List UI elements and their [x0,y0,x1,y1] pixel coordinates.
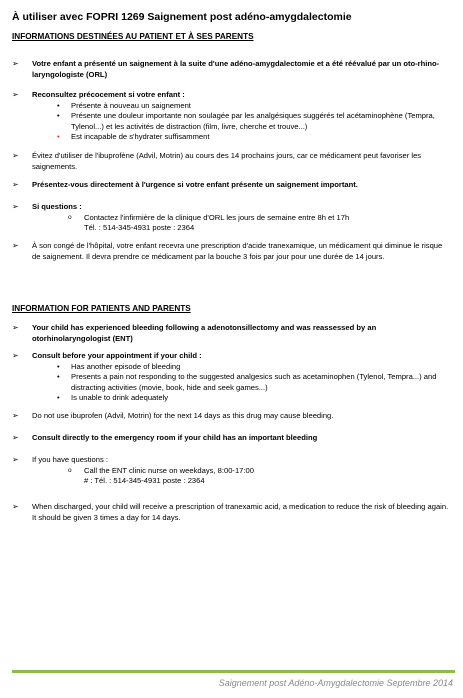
arrow-bullet-icon: ➢ [12,323,19,332]
fr-symptom-list [12,101,450,143]
fr-item-3-text: Évitez d'utiliser de l'ibuprofène (Advil, Motrin) au cours des 14 prochains jours, car ce médicament peut favoriser les saignements. [32,151,422,171]
list-item: • Présente une douleur importante non soulagée par les analgésiques suggérés tel acétaminophène (Tempra, Tylenol...) et les activités de distraction (film, livre, cherche et trouve...) [57,111,450,132]
fr-item-6-text: À son congé de l'hôpital, votre enfant recevra une prescription d'acide tranexamique, un médicament qui diminue le risque de saignement. Il devra prendre ce médicament par la bouche 3 fois par jour pour une durée de 14 jours. [32,241,443,261]
arrow-bullet-icon: ➢ [12,90,19,99]
fr-item-1 [12,59,450,80]
list-item: • Is unable to drink adequately [57,393,450,404]
fr-item-6 [12,241,450,262]
en-item-6 [12,502,450,523]
arrow-bullet-icon: ➢ [12,351,19,360]
fr-phone-line: Tél. : 514-345-4931 poste : 2364 [84,223,195,233]
en-item-4 [12,433,450,444]
list-item: • Est incapable de s'hydrater suffisamment [57,132,450,143]
en-item-3-text: Do not use ibuprofen (Advil, Motrin) for the next 14 days as this drug may cause bleeding. [32,411,334,420]
arrow-bullet-icon: ➢ [12,151,19,160]
arrow-bullet-icon: ➢ [12,433,19,442]
en-item-2-text: Consult before your appointment if your child : [32,351,202,360]
fr-item-1-text: Votre enfant a présenté un saignement à la suite d'une adéno-amygdalectomie et a été réévalué par un oto-rhino-laryngologiste (ORL) [32,59,440,79]
document-title: À utiliser avec FOPRI 1269 Saignement post adéno-amygdalectomie [12,11,352,23]
arrow-bullet-icon: ➢ [12,202,19,211]
arrow-bullet-icon: ➢ [12,59,19,68]
en-item-2 [12,351,450,404]
arrow-bullet-icon: ➢ [12,455,19,464]
fr-item-5 [12,202,450,234]
en-symptom-list [12,362,450,404]
fr-heading: INFORMATIONS DESTINÉES AU PATIENT ET À SES PARENTS [12,32,254,41]
en-item-1-text: Your child has experienced bleeding following a adenotonsillectomy and was reassessed by an otorhinolaryngologist (ENT) [32,323,377,343]
en-item-6-text: When discharged, your child will receive a prescription of tranexamic acid, a medication to reduce the risk of bleeding again. It should be given 3 times a day for 14 days. [32,502,449,522]
fr-item-4 [12,180,450,191]
en-item-5 [12,455,450,487]
fr-item-2 [12,90,450,143]
en-contact-line: o Call the ENT clinic nurse on weekdays, 8:00-17:00 [12,466,450,477]
fr-contact-line: o Contactez l'infirmière de la clinique d'ORL les jours de semaine entre 8h et 17h [12,213,450,224]
fr-item-5-text: Si questions : [32,202,82,211]
list-item: • Has another episode of bleeding [57,362,450,373]
list-item: • Presents a pain not responding to the suggested analgesics such as acetaminophen (Tylenol, Tempra...) and distracting activities (movie, book, hide and seek games...) [57,372,450,393]
footer-text: Saignement post Adéno-Amygdalectomie Septembre 2014 [218,678,453,688]
arrow-bullet-icon: ➢ [12,241,19,250]
en-item-3 [12,411,450,422]
arrow-bullet-icon: ➢ [12,411,19,420]
en-item-1 [12,323,450,344]
arrow-bullet-icon: ➢ [12,502,19,511]
arrow-bullet-icon: ➢ [12,180,19,189]
en-phone-line: # : Tél. : 514-345-4931 poste : 2364 [84,476,205,486]
fr-item-2-text: Reconsultez précocement si votre enfant : [32,90,185,99]
list-item: • Présente à nouveau un saignement [57,101,450,112]
footer-divider [12,670,455,673]
en-heading: INFORMATION FOR PATIENTS AND PARENTS [12,304,191,313]
en-item-4-text: Consult directly to the emergency room if your child has an important bleeding [32,433,318,442]
en-item-5-text: If you have questions : [32,455,108,464]
fr-item-3 [12,151,450,172]
fr-item-4-text: Présentez-vous directement à l'urgence si votre enfant présente un saignement important. [32,180,358,189]
